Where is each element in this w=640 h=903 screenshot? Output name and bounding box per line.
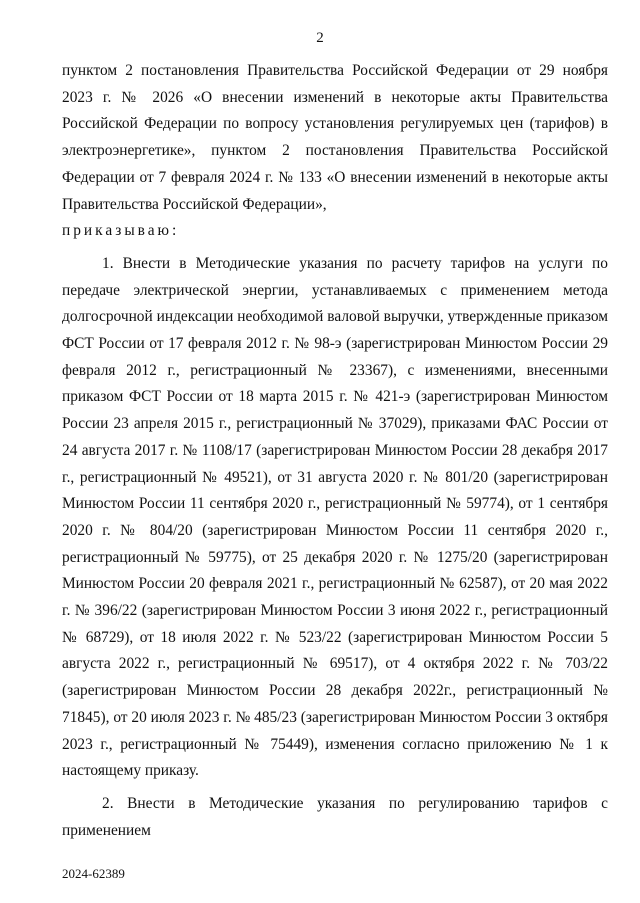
item-1-paragraph: 1. Внести в Методические указания по расчету тарифов на услуги по передаче электрической энергии, устанавливаемых с применением метода долгосрочной индексации необходимой валовой выручки, утвержденные приказом ФСТ России от 17 февраля 2012 г. № 98-э (зарегистрирован Минюстом России 29 февраля 2012 г., регистрационный № 23367), с изменениями, внесенными приказом ФСТ России от 18 марта 2015 г. № 421-э (зарегистрирован Минюстом России 23 апреля 2015 г., регистрационный № 37029), приказами ФАС России от 24 августа 2017 г. № 1108/17 (зарегистрирован Минюстом России 28 декабря 2017 г., регистрационный № 49521), от 31 августа 2020 г. № 801/20 (зарегистрирован Минюстом России 11 сентября 2020 г., регистрационный № 59774), от 1 сентября 2020 г. № 804/20 (зарегистрирован Минюстом России 11 сентября 2020 г., регистрационный № 59775), от 25 декабря 2020 г. № 1275/20 (зарегистрирован Минюстом России 20 февраля 2021 г., регистрационный № 62587), от 20 мая 2022 г. № 396/22 (зарегистрирован Минюстом России 3 июня 2022 г., регистрационный № 68729), от 18 июля 2022 г. № 523/22 (зарегистрирован Минюстом России 5 августа 2022 г., регистрационный № 69517), от 4 октября 2022 г. № 703/22 (зарегистрирован Минюстом России 28 декабря 2022г., регистрационный № 71845), от 20 июля 2023 г. № 485/23 (зарегистрирован Минюстом России 3 октября 2023 г., регистрационный № 75449), изменения согласно приложению № 1 к настоящему приказу. <box>62 254 608 780</box>
intro-paragraph: пунктом 2 постановления Правительства Российской Федерации от 29 ноября 2023 г. № 2026 «О внесении изменений в некоторые акты Правительства Российской Федерации по вопросу установления регулируемых цен (тарифов) в электроэнергетике», пунктом 2 постановления Правительства Российской Федерации от 7 февраля 2024 г. № 133 «О внесении изменений в некоторые акты Правительства Российской Федерации», <box>62 62 608 213</box>
order-word: приказываю: <box>62 222 180 240</box>
item-2-paragraph: 2. Внести в Методические указания по регулированию тарифов с применением <box>62 794 608 839</box>
document-body <box>62 58 608 844</box>
document-registration-id: 2024-62389 <box>62 866 125 881</box>
page-number: 2 <box>316 30 324 46</box>
